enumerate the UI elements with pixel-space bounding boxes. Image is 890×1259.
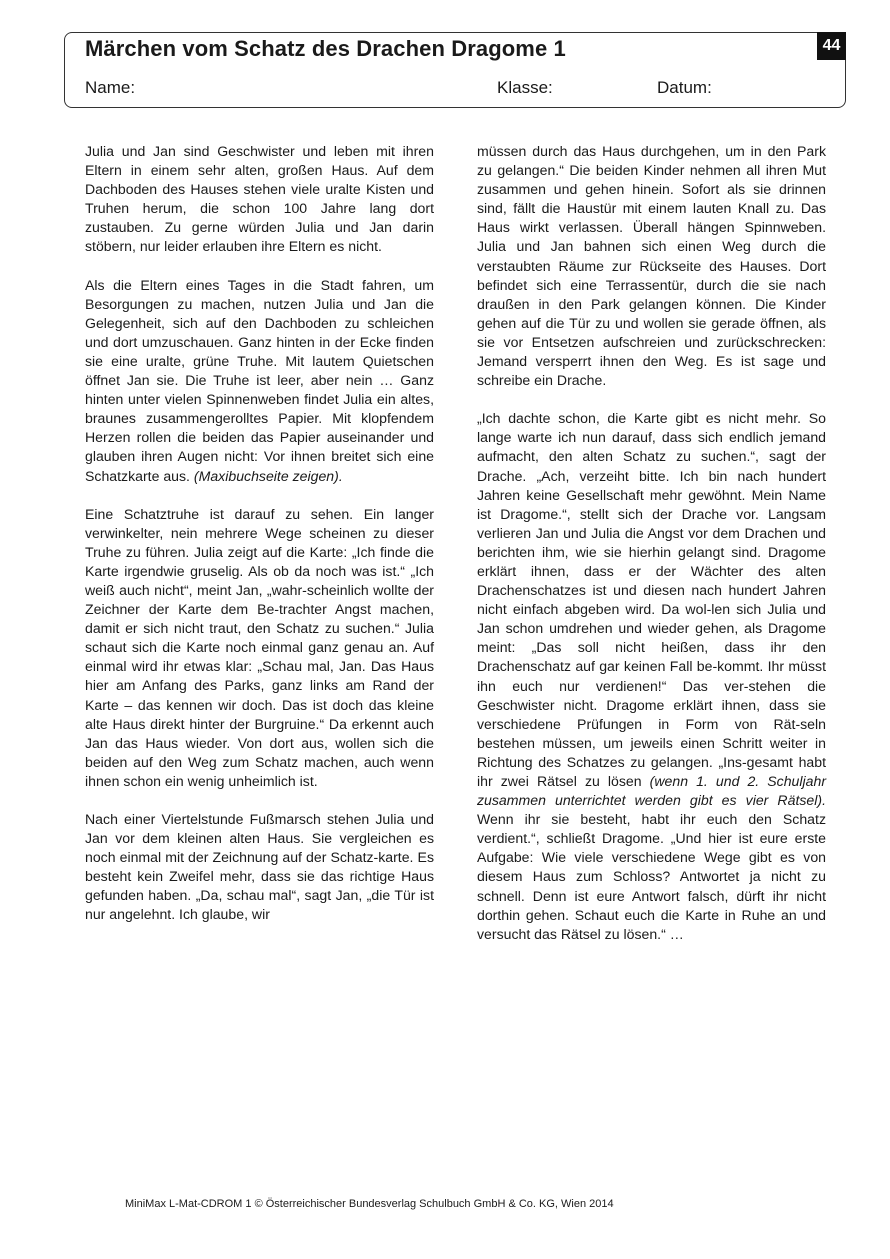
paragraph: Als die Eltern eines Tages in die Stadt fahren, um Besorgungen zu machen, nutzen Julia und Jan die Gelegenheit, sich auf den Dachboden zu schleichen und dort umzuschauen. Ganz hinten in der Ecke finden sie eine uralte, grüne Truhe. Mit lautem Quietschen öffnet Jan sie. Die Truhe ist leer, aber nein … Ganz hinten unter vielen Spinnenweben findet Julia ein altes, braunes zusammengerolltes Papier. Mit klopfendem Herzen rollen die beiden das Papier auseinander und glauben ihren Augen nicht: Vor ihnen breitet sich eine Schatzkarte aus. (Maxibuchseite zeigen). [85,276,434,484]
class-label: Klasse: [497,78,553,97]
name-label: Name: [85,78,136,97]
paragraph: Julia und Jan sind Geschwister und leben mit ihren Eltern in einem sehr alten, großen Haus. Auf dem Dachboden des Hauses stehen viele uralte Kisten und Truhen herum, die schon 100 Jahre lang dort zustauben. Zu gerne würden Julia und Jan darin stöbern, nur leider erlauben ihre Eltern es nicht. [85,143,434,255]
paragraph: „Ich dachte schon, die Karte gibt es nicht mehr. So lange warte ich nun darauf, dass sich endlich jemand aufmacht, den alten Schatz zu suchen.“, sagt der Drache. „Ach, verzeiht bitte. Ich bin nach hundert Jahren keine Gesellschaft mehr gewöhnt. Mein Name ist Dragome.“, stellt sich der Drache vor. Langsam verlieren Jan und Julia die Angst vor dem Drachen und berichten ihm, wie sie hierhin gelangt sind. Dragome erklärt ihnen, dass er der Wächter des alten Drachenschatzes ist und diesen nach hundert Jahren nicht einfach abgeben wird. Da wol-len sich Julia und Jan schon umdrehen und wieder gehen, als Dragome meint: „Das soll nicht heißen, dass ihr den Drachenschatz auf gar keinen Fall be-kommt. Ihr müsst ihn euch nur verdienen!“ Das ver-stehen die Geschwister nicht. Dragome erklärt ihnen, dass sie verschiedene Prüfungen in Form von Rät-seln bestehen müssen, um jeweils einen Schritt weiter in Richtung des Schatzes zu gelangen. „Ins-gesamt habt ihr zwei Rätsel zu lösen (wenn 1. und 2. Schuljahr zusammen unterrichtet werden gibt es vier Rätsel). Wenn ihr sie besteht, habt ihr euch den Schatz verdient.“, schließt Dragome. „Und hier ist eure erste Aufgabe: Wie viele verschiedene Wege gibt es von diesem Haus zum Schloss? Antwortet ja nicht zu schnell. Denn ist eure Antwort falsch, dürft ihr nicht dorthin gehen. Schaut euch die Karte in Ruhe an und versucht das Rätsel zu lösen.“ … [477,410,827,942]
instruction-note: (wenn 1. und 2. Schuljahr zusammen unterrichtet werden gibt es vier Rätsel). [477,773,827,809]
paragraph: müssen durch das Haus durchgehen, um in den Park zu gelangen.“ Die beiden Kinder nehmen all ihren Mut zusammen und gehen hinein. Sofort als sie drinnen sind, fällt die Haustür mit einem lauten Knall zu. Das Haus wirkt verlassen. Überall hängen Spinnweben. Julia und Jan bahnen sich einen Weg durch die verstaubten Räume zur Rückseite des Hauses. Dort befindet sich eine Terrassentür, durch die sie nach draußen in den Park gelangen können. Die Kinder gehen auf die Tür zu und wollen sie gerade öffnen, als sie vor Entsetzen aufschreien und zurückschrecken: Jemand versperrt ihnen den Weg. Es ist sage und schreibe ein Drache. [477,143,826,389]
date-label: Datum: [657,78,712,97]
story-column-left [85,142,434,944]
paragraph: Eine Schatztruhe ist darauf zu sehen. Ein langer verwinkelter, nein mehrere Wege scheinen zu dieser Truhe zu führen. Julia zeigt auf die Karte: „Ich finde die Karte irgendwie gruselig. Als ob da noch was ist.“ „Ich weiß auch nicht“, meint Jan, „wahr-scheinlich wollte der Zeichner der Karte dem Be-trachter Angst machen, damit er sich nicht traut, den Schatz zu suchen.“ Julia schaut sich die Karte noch einmal ganz genau an. Auf einmal wird ihr etwas klar: „Schau mal, Jan. Das Haus hier am Anfang des Parks, ganz links am Rand der Karte – das kennen wir doch. Das ist doch das kleine alte Haus direkt hinter der Burgruine.“ Da erkennt auch Jan das Haus wieder. Von dort aus, wollen sich die beiden auf den Weg zum Schatz machen, auch wenn ihnen schon ein wenig unheimlich ist. [85,505,434,789]
page-title: Märchen vom Schatz des Drachen Dragome 1 [85,36,566,61]
story-column-right [477,142,826,963]
footer-copyright: MiniMax L-Mat-CDROM 1 © Österreichischer Bundesverlag Schulbuch GmbH & Co. KG, Wien 2014 [125,1198,614,1210]
page-number-badge: 44 [817,32,846,60]
paragraph: Nach einer Viertelstunde Fußmarsch stehen Julia und Jan vor dem kleinen alten Haus. Sie vergleichen es noch einmal mit der Zeichnung auf der Schatz-karte. Es besteht kein Zweifel mehr, dass sie das richtige Haus gefunden haben. „Da, schau mal“, sagt Jan, „die Tür ist nur angelehnt. Ich glaube, wir [85,811,434,923]
instruction-note: (Maxibuchseite zeigen). [193,467,343,484]
